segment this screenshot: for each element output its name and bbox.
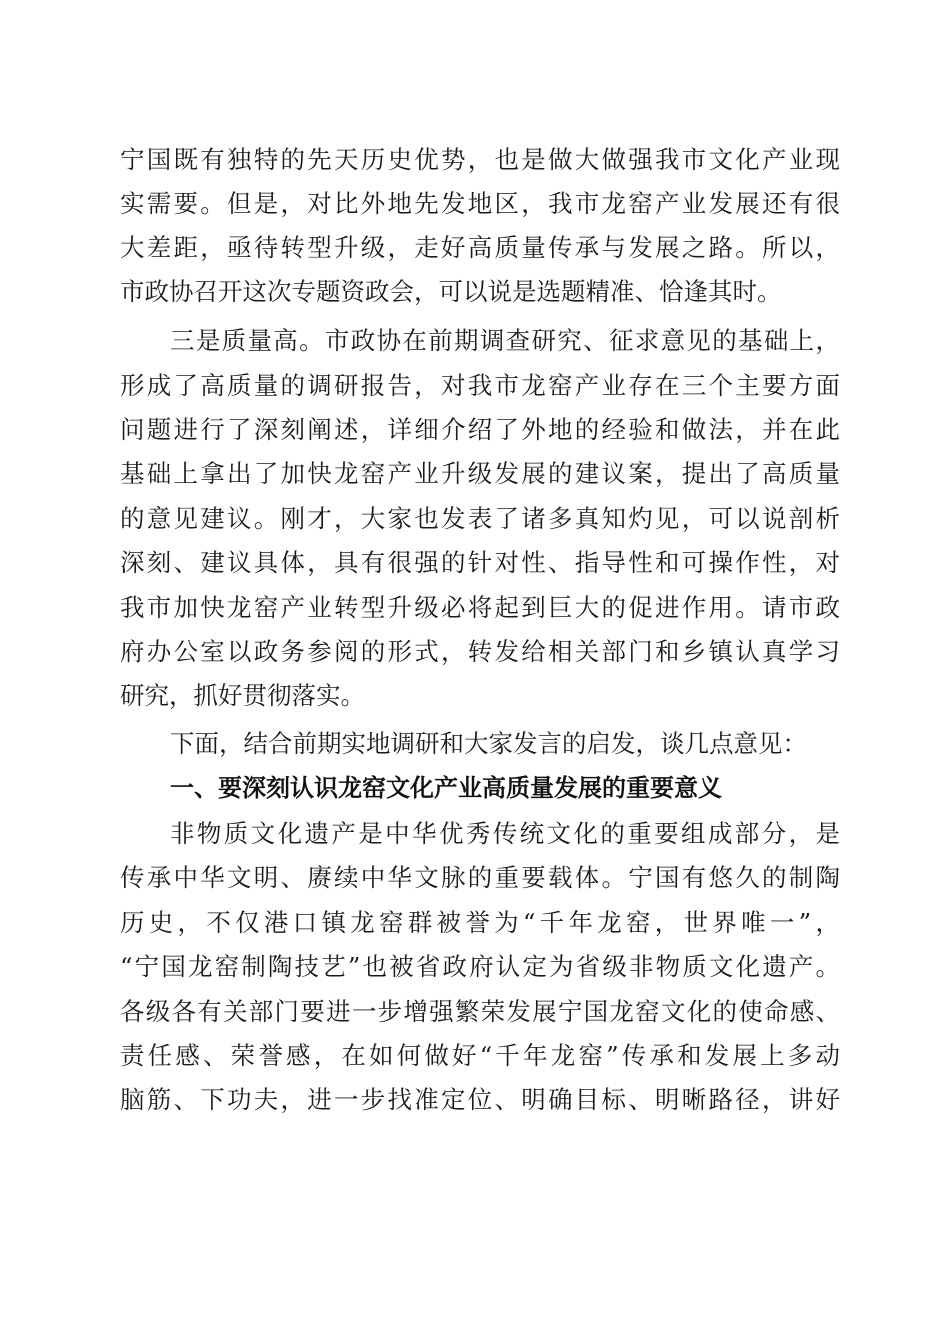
text-line: 历史，不仅港口镇龙窑群被誉为“千年龙窑，世界唯一”， xyxy=(120,908,840,937)
text-line: 各级各有关部门要进一步增强繁荣发展宁国龙窑文化的使命感、 xyxy=(120,997,840,1026)
text-line: 问题进行了深刻阐述，详细介绍了外地的经验和做法，并在此 xyxy=(120,415,840,444)
text-line: 的意见建议。刚才，大家也发表了诸多真知灼见，可以说剖析 xyxy=(120,504,840,533)
paragraph-start-line: 三是质量高。市政协在前期调查研究、征求意见的基础上， xyxy=(170,326,840,355)
text-line: 我市加快龙窑产业转型升级必将起到巨大的促进作用。请市政 xyxy=(120,593,840,622)
text-line: 脑筋、下功夫，进一步找准定位、明确目标、明晰路径，讲好 xyxy=(120,1085,840,1114)
text-line: 深刻、建议具体，具有很强的针对性、指导性和可操作性，对 xyxy=(120,548,840,577)
paragraph-start-line: 非物质文化遗产是中华优秀传统文化的重要组成部分，是 xyxy=(170,819,840,848)
text-line: 责任感、荣誉感，在如何做好“千年龙窑”传承和发展上多动 xyxy=(120,1041,840,1070)
text-line: 大差距，亟待转型升级，走好高质量传承与发展之路。所以， xyxy=(120,233,840,262)
text-line: “宁国龙窑制陶技艺”也被省政府认定为省级非物质文化遗产。 xyxy=(120,952,840,981)
text-line: 府办公室以政务参阅的形式，转发给相关部门和乡镇认真学习 xyxy=(120,637,840,666)
text-line: 形成了高质量的调研报告，对我市龙窑产业存在三个主要方面 xyxy=(120,371,840,400)
text-line: 实需要。但是，对比外地先发地区，我市龙窑产业发展还有很 xyxy=(120,189,840,218)
section-heading: 一、要深刻认识龙窑文化产业高质量发展的重要意义 xyxy=(170,774,722,802)
text-line: 研究，抓好贯彻落实。 xyxy=(120,681,365,710)
text-line: 传承中华文明、赓续中华文脉的重要载体。宁国有悠久的制陶 xyxy=(120,863,840,892)
text-line: 宁国既有独特的先天历史优势，也是做大做强我市文化产业现 xyxy=(120,145,840,174)
text-line: 基础上拿出了加快龙窑产业升级发展的建议案，提出了高质量 xyxy=(120,459,840,488)
paragraph-start-line: 下面，结合前期实地调研和大家发言的启发，谈几点意见： xyxy=(170,729,807,758)
text-line: 市政协召开这次专题资政会，可以说是选题精准、恰逢其时。 xyxy=(120,277,782,306)
